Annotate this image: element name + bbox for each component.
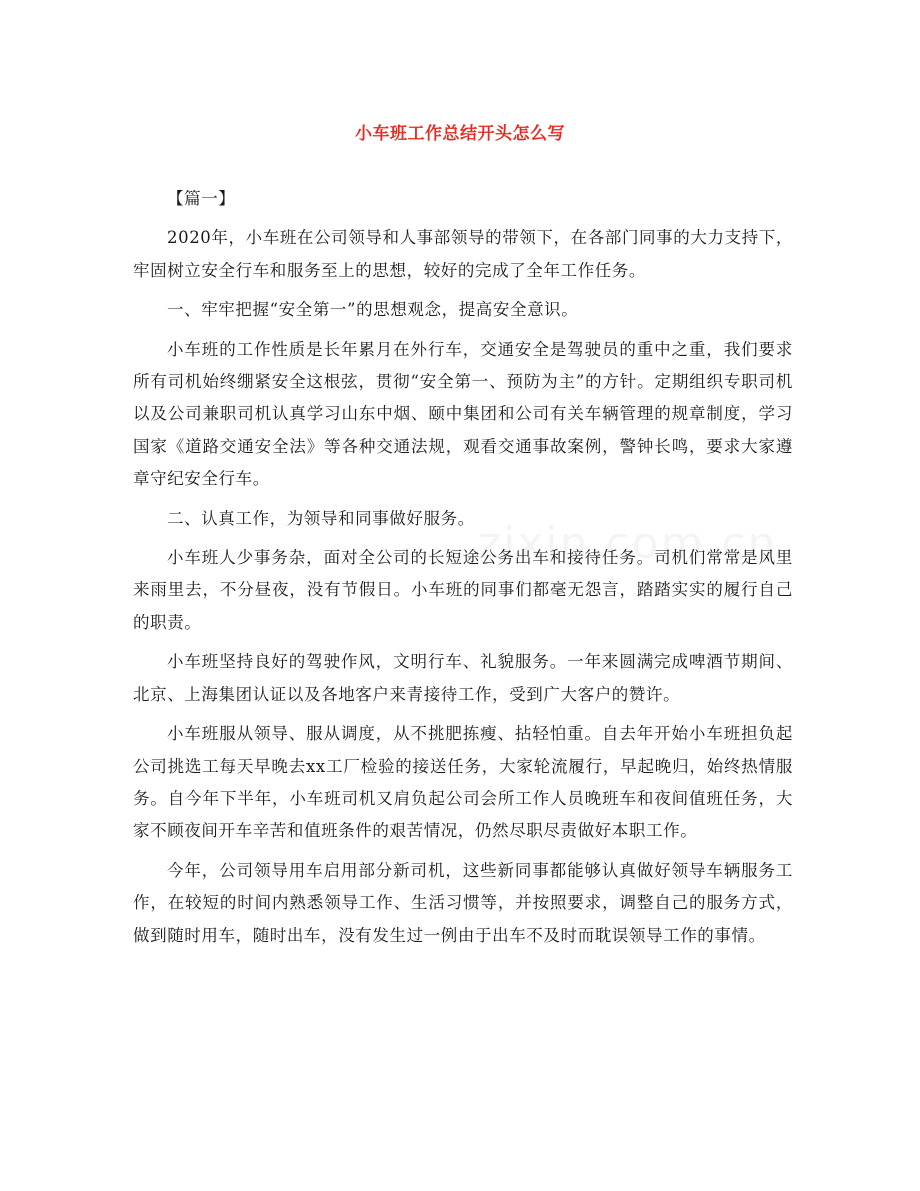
paragraph: 小车班人少事务杂，面对全公司的长短途公务出车和接待任务。司机们常常是风里来雨里去，不分昼夜，没有节假日。小车班的同事们都毫无怨言，踏踏实实的履行自己的职责。	[133, 548, 793, 632]
section-label: 【篇一】	[167, 189, 236, 208]
paragraph: 小车班服从领导、服从调度，从不挑肥拣瘦、拈轻怕重。自去年开始小车班担负起公司挑选工每天早晚去xx工厂检验的接送任务，大家轮流履行，早起晚归，始终热情服务。自今年下半年，小车班司机又肩负起公司会所工作人员晚班车和夜间值班任务，大家不顾夜间开车辛苦和值班条件的艰苦情况，仍然尽职尽责做好本职工作。	[133, 724, 793, 841]
paragraph: 小车班坚持良好的驾驶作风，文明行车、礼貌服务。一年来圆满完成啤酒节期间、北京、上海集团认证以及各地客户来青接待工作，受到广大客户的赞许。	[133, 652, 793, 704]
document-title: 小车班工作总结开头怎么写	[355, 124, 565, 144]
paragraph: 今年，公司领导用车启用部分新司机，这些新同事都能够认真做好领导车辆服务工作，在较短的时间内熟悉领导工作、生活习惯等，并按照要求，调整自己的服务方式，做到随时用车，随时出车，没有发生过一例由于出车不及时而耽误领导工作的事情。	[133, 860, 793, 945]
document-body	[133, 183, 793, 959]
section-heading-1: 一、牢牢把握“安全第一”的思想观念，提高安全意识。	[167, 300, 579, 320]
section-heading-2: 二、认真工作，为领导和同事做好服务。	[167, 508, 475, 528]
paragraph-intro: 2020年，小车班在公司领导和人事部领导的带领下，在各部门同事的大力支持下，牢固树立安全行车和服务至上的思想，较好的完成了全年工作任务。	[133, 228, 793, 280]
paragraph: 小车班的工作性质是长年累月在外行车，交通安全是驾驶员的重中之重，我们要求所有司机始终绷紧安全这根弦，贯彻“安全第一、预防为主”的方针。定期组织专职司机以及公司兼职司机认真学习山东中烟、颐中集团和公司有关车辆管理的规章制度，学习国家《道路交通安全法》等各种交通法规，观看交通事故案例，警钟长鸣，要求大家遵章守纪安全行车。	[133, 339, 793, 489]
